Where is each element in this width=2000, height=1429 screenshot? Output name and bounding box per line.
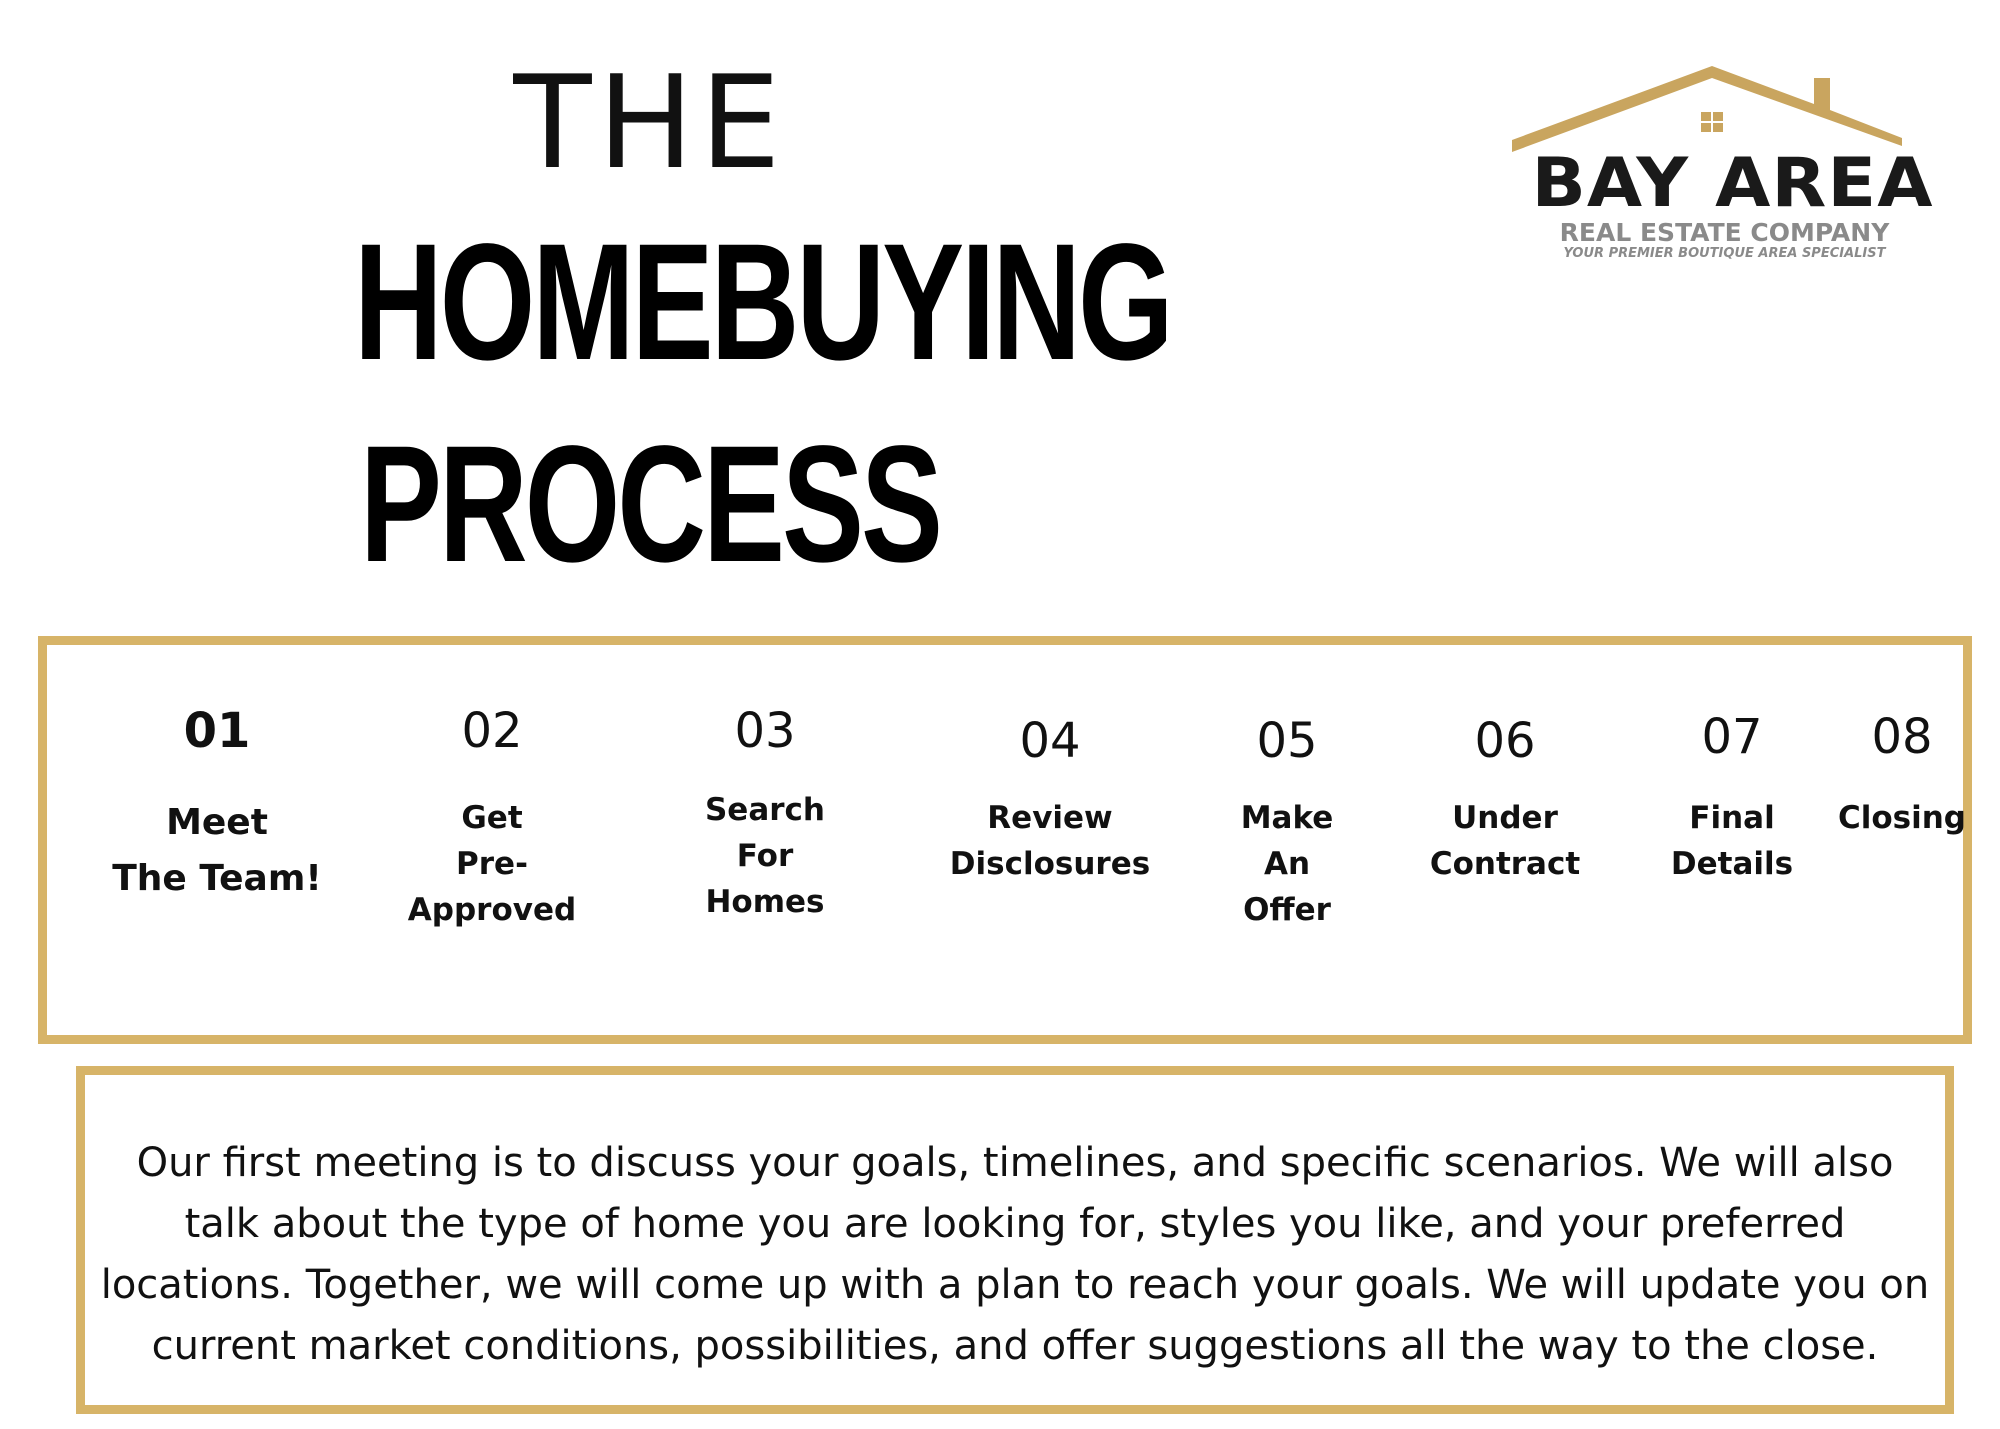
step-label: Under Contract xyxy=(1429,800,1581,882)
logo-tagline: YOUR PREMIER BOUTIQUE AREA SPECIALIST xyxy=(1563,246,1886,261)
step-number: 01 xyxy=(183,703,251,759)
step-number: 05 xyxy=(1256,713,1318,769)
step-number: 06 xyxy=(1474,713,1536,769)
title-line-the: THE xyxy=(513,49,787,198)
company-logo xyxy=(1512,60,1942,270)
logo-subtitle: REAL ESTATE COMPANY xyxy=(1559,218,1890,247)
step-label: Final Details xyxy=(1670,800,1794,882)
step-label: Closing xyxy=(1837,800,1966,836)
step-description-panel xyxy=(76,1066,1954,1414)
step-number: 04 xyxy=(1019,713,1081,769)
step-label: Get Pre- Approved xyxy=(407,800,577,928)
step-description-text: Our first meeting is to discuss your goals, timelines, and specific scenarios. We will also talk about the type of home you are looking for, styles you like, and your preferred locations. Together, we will come up with a plan to reach your goals. We will update you on current market conditions, possibilities, and offer suggestions all the way to the close. xyxy=(100,1140,1930,1369)
steps-panel xyxy=(38,636,1972,1044)
step-number: 08 xyxy=(1871,709,1933,765)
step-label: Make An Offer xyxy=(1240,800,1334,928)
step-number: 07 xyxy=(1701,709,1763,765)
step-number: 03 xyxy=(734,703,796,759)
step-number: 02 xyxy=(461,703,523,759)
title-line-process: PROCESS xyxy=(360,412,940,597)
step-label: Review Disclosures xyxy=(949,800,1151,882)
title-line-homebuying: HOMEBUYING xyxy=(354,210,1171,395)
step-label: Search For Homes xyxy=(704,792,825,920)
step-label: Meet The Team! xyxy=(112,802,322,899)
logo-company-name: BAY AREA xyxy=(1531,144,1934,223)
